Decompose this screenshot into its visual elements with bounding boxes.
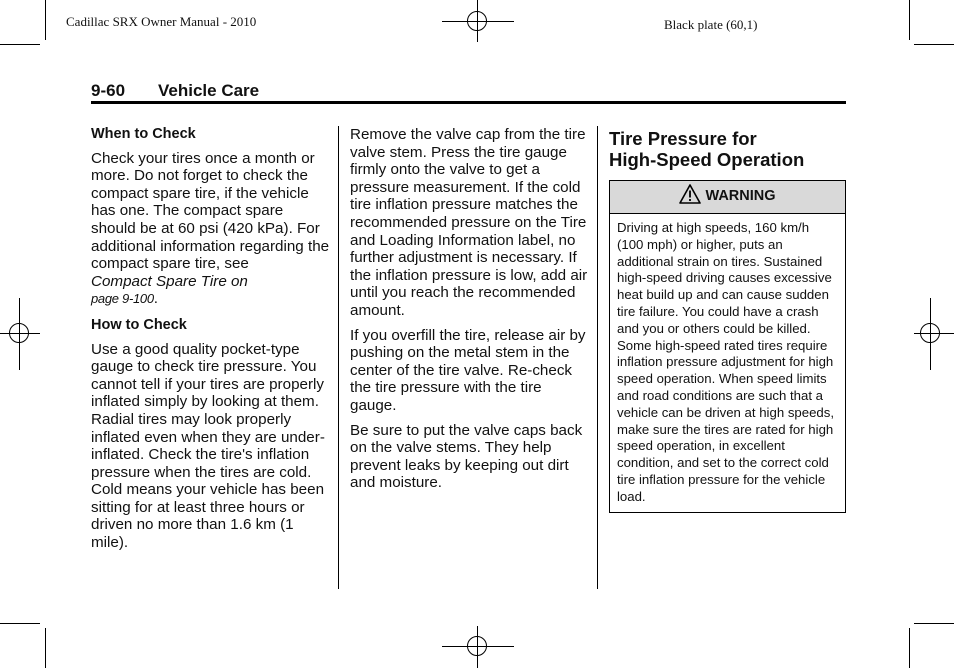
when-text: Check your tires once a month or more. Do not forget to check the compact spare tire, if the vehicle has one. The compact spare should be at 60 psi (420 kPa). For additional information regarding the compact spare tire, see xyxy=(91,149,330,273)
plate-title: Cadillac SRX Owner Manual - 2010 xyxy=(66,14,257,29)
paragraph-how-to-check: Use a good quality pocket-type gauge to check tire pressure. You cannot tell if your tires are properly inflated simply by looking at them. Radial tires may look properly inflated even when they are under-inflated. Check the tire's inflation pressure when the tires are cold. Cold means your vehicle has been sitting for at least three hours or driven no more than 1.6 km (1 mile). xyxy=(91,340,325,552)
crop-mark xyxy=(0,44,40,45)
column-middle xyxy=(350,126,590,499)
crop-mark xyxy=(45,628,46,668)
registration-circle-top xyxy=(467,11,487,31)
warning-label: WARNING xyxy=(705,188,776,205)
crop-mark xyxy=(914,623,954,624)
column-left xyxy=(91,126,331,559)
crop-mark xyxy=(0,623,40,624)
warning-box xyxy=(609,180,846,513)
registration-circle-bottom xyxy=(467,636,487,656)
paragraph-valve-caps: Be sure to put the valve caps back on the valve stems. They help prevent leaks by keeping out dirt and moisture. xyxy=(350,421,583,492)
warning-header xyxy=(610,181,845,214)
crop-mark xyxy=(45,0,46,40)
plate-number: Black plate (60,1) xyxy=(664,17,758,32)
paragraph-when-to-check xyxy=(91,150,331,308)
column-divider xyxy=(597,126,598,589)
column-right xyxy=(609,126,846,513)
page-header xyxy=(91,81,259,101)
registration-circle-right xyxy=(920,323,940,343)
registration-circle-left xyxy=(9,323,29,343)
section-heading-high-speed xyxy=(609,128,846,170)
cross-ref-title: Compact Spare Tire on xyxy=(91,272,248,290)
warning-text: Driving at high speeds, 160 km/h (100 mph) or higher, puts an additional strain on tires. Sustained high-speed driving causes excessive heat build up and can cause sudden tire failure. You could have a crash and you or others could be killed. Some high-speed rated tires require inflation pressure adjustment for high speed operation. When speed limits and road conditions are such that a vehicle can be driven at high speeds, make sure the tires are rated for high speed operation, in excellent condition, and set to the correct cold tire inflation pressure for the vehicle load. xyxy=(617,220,835,504)
crop-mark xyxy=(914,44,954,45)
paragraph-measure: Remove the valve cap from the tire valve stem. Press the tire gauge firmly onto the valve to get a pressure measurement. If the cold tire inflation pressure matches the recommended pressure on the Tire and Loading Information label, no further adjustment is necessary. If the inflation pressure is low, add air until you reach the recommended amount. xyxy=(350,126,588,319)
heading-how-to-check: How to Check xyxy=(91,316,187,333)
heading-when-to-check: When to Check xyxy=(91,126,196,142)
section-heading-line: Tire Pressure for xyxy=(609,128,757,149)
page-number: 9-60 xyxy=(91,81,126,100)
section-title: Vehicle Care xyxy=(158,81,260,100)
crop-mark xyxy=(909,0,910,40)
paragraph-overfill: If you overfill the tire, release air by pushing on the metal stem in the center of the tire valve. Re-check the tire pressure with the tire gauge. xyxy=(350,326,586,414)
cross-ref-page[interactable]: page 9-100 xyxy=(91,291,154,307)
section-heading-line: High-Speed Operation xyxy=(609,149,805,170)
crop-mark xyxy=(909,628,910,668)
header-rule xyxy=(91,101,846,104)
cross-ref-period: . xyxy=(153,290,159,308)
warning-triangle-icon xyxy=(679,184,701,210)
column-divider xyxy=(338,126,339,589)
